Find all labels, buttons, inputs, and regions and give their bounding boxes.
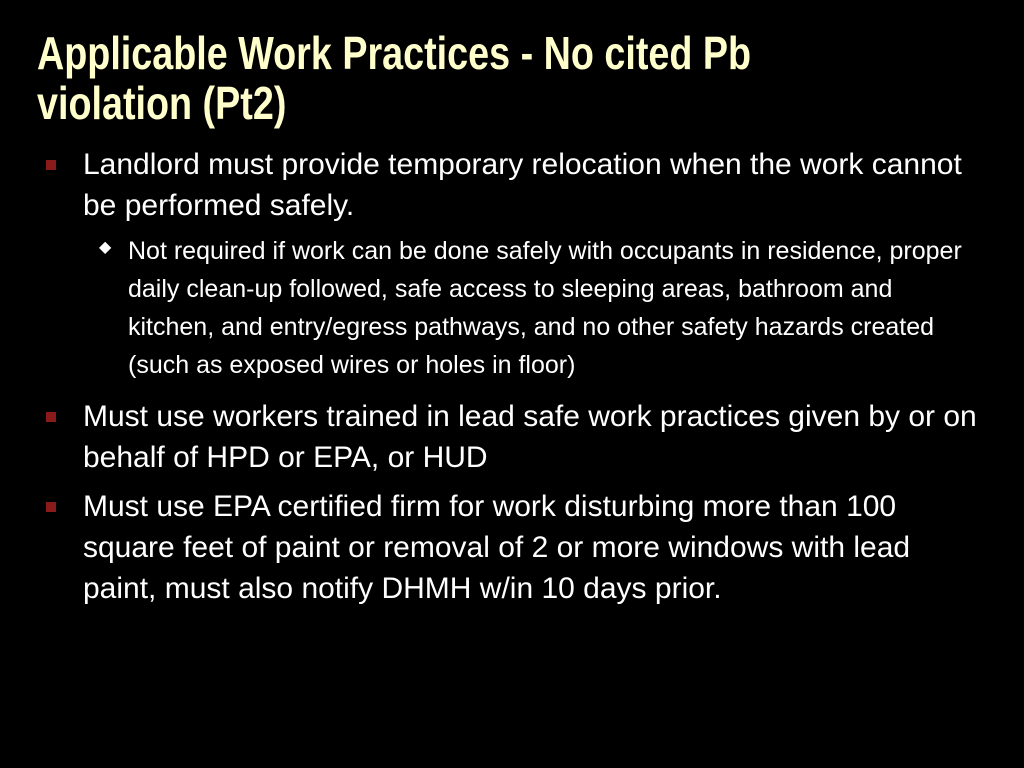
bullet-item	[0, 144, 1024, 226]
slide-body	[0, 144, 1024, 609]
bullet-text: Must use EPA certified firm for work disturbing more than 100 square feet of paint or removal of 2 or more windows with lead paint, must also notify DHMH w/in 10 days prior.	[83, 490, 911, 605]
square-bullet-icon	[46, 502, 56, 512]
slide-title-line-2: violation (Pt2)	[37, 77, 287, 129]
bullet-item	[0, 396, 1024, 478]
sub-bullet-text: Not required if work can be done safely with occupants in residence, proper daily clean-up followed, safe access to sleeping areas, bathroom and kitchen, and entry/egress pathways, and no other safety hazards created (such as exposed wires or holes in floor)	[128, 237, 962, 379]
bullet-text: Landlord must provide temporary relocation when the work cannot be performed safely.	[83, 148, 962, 222]
bullet-text: Must use workers trained in lead safe work practices given by or on behalf of HPD or EPA, or HUD	[83, 400, 977, 474]
slide-title-line-1: Applicable Work Practices - No cited Pb	[37, 27, 752, 79]
square-bullet-icon	[46, 160, 56, 170]
square-bullet-icon	[46, 412, 56, 422]
slide-title	[37, 28, 824, 128]
sub-bullet-item	[0, 232, 1024, 384]
bullet-item	[0, 486, 1024, 609]
diamond-bullet-icon: ◆	[99, 237, 112, 256]
